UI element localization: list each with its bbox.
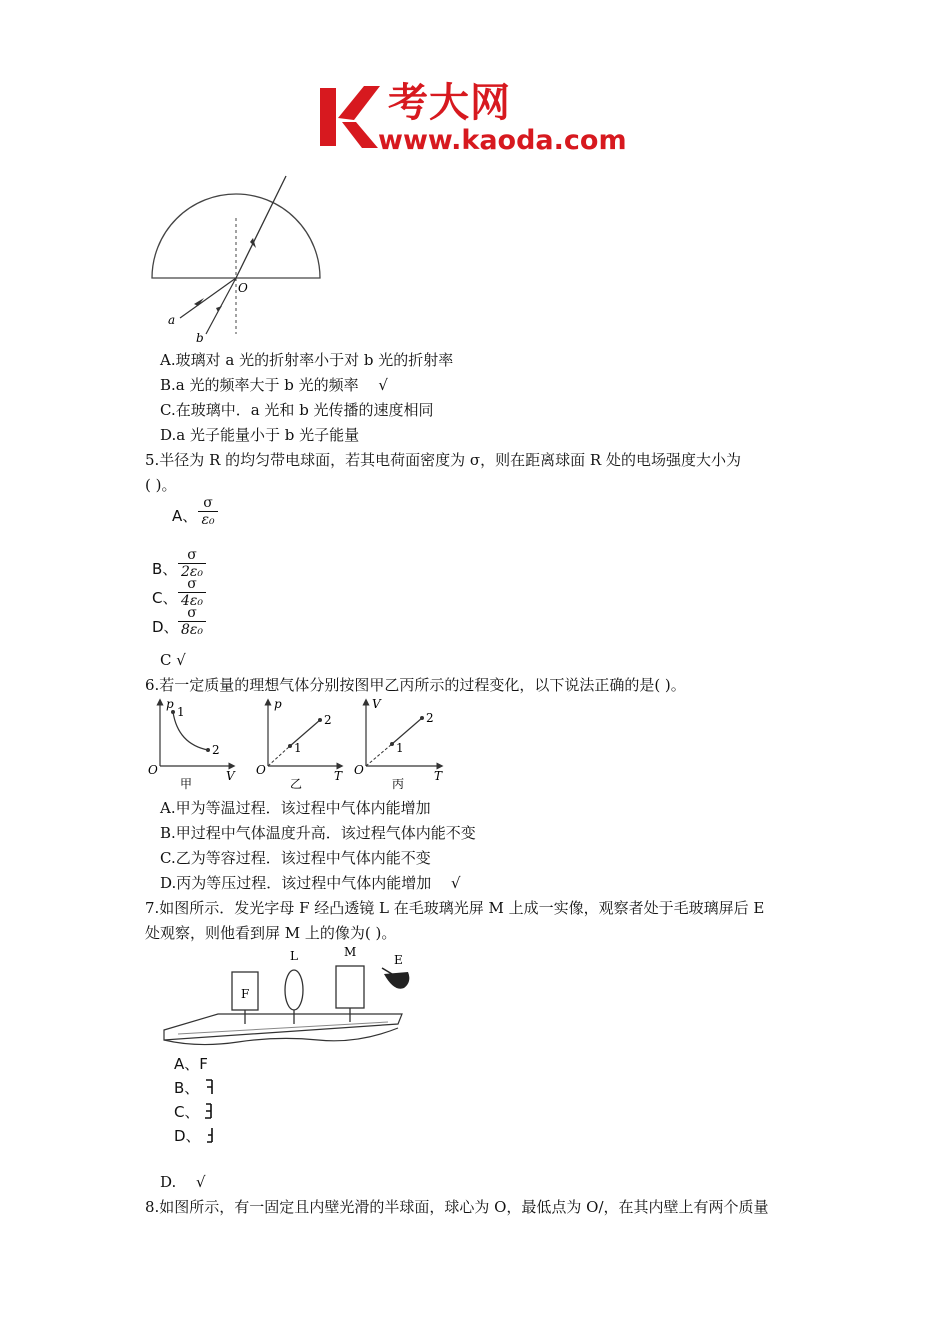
q4-option-a[interactable]: A.玻璃对 a 光的折射率小于对 b 光的折射率 xyxy=(160,351,454,369)
yi-y-axis: p xyxy=(274,697,282,711)
yi-origin: O xyxy=(256,763,266,777)
eye-icon xyxy=(382,968,409,989)
q5-c-denominator: 4ε₀ xyxy=(180,593,204,609)
q7-stem-line1: 7.如图所示．发光字母 F 经凸透镜 L 在毛玻璃光屏 M 上成一实像，观察者处于毛玻璃屏后 E xyxy=(145,899,765,917)
q4-label-o: O xyxy=(238,281,248,295)
q7-label-l: L xyxy=(290,949,298,963)
q4-label-b: b xyxy=(196,331,204,344)
logo-url: www.kaoda.com xyxy=(378,125,627,156)
q7-option-d-image xyxy=(205,1127,215,1143)
q5-stem-line2: ( )。 xyxy=(145,476,177,494)
q7-option-c[interactable] xyxy=(174,1101,214,1122)
jia-y-axis: p xyxy=(166,697,174,711)
q8-stem: 8.如图所示，有一固定且内壁光滑的半球面，球心为 O，最低点为 O/，在其内壁上有两个质量 xyxy=(145,1198,769,1216)
bing-point-2: 2 xyxy=(426,711,434,725)
q5-option-d-label[interactable]: D、 xyxy=(152,618,179,636)
q7-label-m: M xyxy=(344,945,357,959)
jia-point-1: 1 xyxy=(177,705,185,719)
q4-option-c[interactable]: C.在玻璃中．a 光和 b 光传播的速度相同 xyxy=(160,401,434,419)
q7-option-a[interactable]: A、F xyxy=(174,1055,208,1073)
q5-option-a-fraction xyxy=(198,496,218,528)
q5-b-numerator: σ xyxy=(187,547,197,563)
yi-point-2: 2 xyxy=(324,713,332,727)
jia-x-axis: V xyxy=(226,769,235,783)
q6-graph-jia xyxy=(148,697,236,791)
q7-stem-line2: 处观察，则他看到屏 M 上的像为( )。 xyxy=(145,924,397,942)
q5-option-d-fraction xyxy=(178,606,206,638)
q7-option-b[interactable] xyxy=(174,1077,214,1098)
q7-optical-bench-figure xyxy=(158,944,418,1050)
q6-stem: 6.若一定质量的理想气体分别按图甲乙丙所示的过程变化，以下说法正确的是( )。 xyxy=(145,676,686,694)
jia-origin: O xyxy=(148,763,158,777)
jia-caption: 甲 xyxy=(180,777,193,791)
q4-label-a: a xyxy=(168,313,176,327)
q7-label-f: F xyxy=(241,987,250,1001)
yi-x-axis: T xyxy=(334,769,343,783)
yi-caption: 乙 xyxy=(290,777,303,791)
q5-d-numerator: σ xyxy=(187,605,197,621)
k-logo-icon xyxy=(318,82,380,152)
q5-d-denominator: 8ε₀ xyxy=(180,622,204,638)
q6-option-c[interactable]: C.乙为等容过程．该过程中气体内能不变 xyxy=(160,849,431,867)
logo-chinese-name: 考大网 xyxy=(388,80,511,126)
q6-option-b[interactable]: B.甲过程中气体温度升高．该过程气体内能不变 xyxy=(160,824,476,842)
kaoda-logo[interactable] xyxy=(318,80,648,160)
q6-option-d[interactable]: D.丙为等压过程．该过程中气体内能增加 √ xyxy=(160,874,461,892)
q6-graph-bing xyxy=(354,697,443,791)
q4-option-b[interactable]: B.a 光的频率大于 b 光的频率 √ xyxy=(160,376,388,394)
q7-option-b-image xyxy=(204,1079,214,1095)
q5-b-denominator: 2ε₀ xyxy=(180,564,204,580)
bing-origin: O xyxy=(354,763,364,777)
q7-option-b-label: B、 xyxy=(174,1079,200,1097)
q7-option-c-label: C、 xyxy=(174,1103,200,1121)
q6-option-a[interactable]: A.甲为等温过程．该过程中气体内能增加 xyxy=(160,799,431,817)
q7-option-c-image xyxy=(204,1103,214,1119)
q5-answer: C √ xyxy=(160,651,186,669)
bing-point-1: 1 xyxy=(396,741,404,755)
q5-stem-line1: 5.半径为 R 的均匀带电球面，若其电荷面密度为 σ，则在距离球面 R 处的电场强度大小为 xyxy=(145,451,741,469)
bing-x-axis: T xyxy=(434,769,443,783)
q5-option-a-label[interactable]: A、 xyxy=(172,507,198,525)
jia-point-2: 2 xyxy=(212,743,220,757)
q4-refraction-figure xyxy=(146,172,356,344)
q6-graphs-figure xyxy=(144,696,454,794)
q4-option-d[interactable]: D.a 光子能量小于 b 光子能量 xyxy=(160,426,360,444)
q6-graph-yi xyxy=(256,697,343,791)
q7-option-d[interactable] xyxy=(174,1125,215,1146)
bing-y-axis: V xyxy=(372,697,381,711)
q5-a-denominator: ε₀ xyxy=(201,512,215,528)
q7-option-d-label: D、 xyxy=(174,1127,201,1145)
q5-a-numerator: σ xyxy=(203,495,213,511)
q5-option-c-label[interactable]: C、 xyxy=(152,589,178,607)
q7-label-e: E xyxy=(394,953,403,967)
q7-answer: D. √ xyxy=(160,1173,206,1191)
q5-option-b-label[interactable]: B、 xyxy=(152,560,178,578)
bing-caption: 丙 xyxy=(392,777,405,791)
q5-c-numerator: σ xyxy=(187,576,197,592)
yi-point-1: 1 xyxy=(294,741,302,755)
